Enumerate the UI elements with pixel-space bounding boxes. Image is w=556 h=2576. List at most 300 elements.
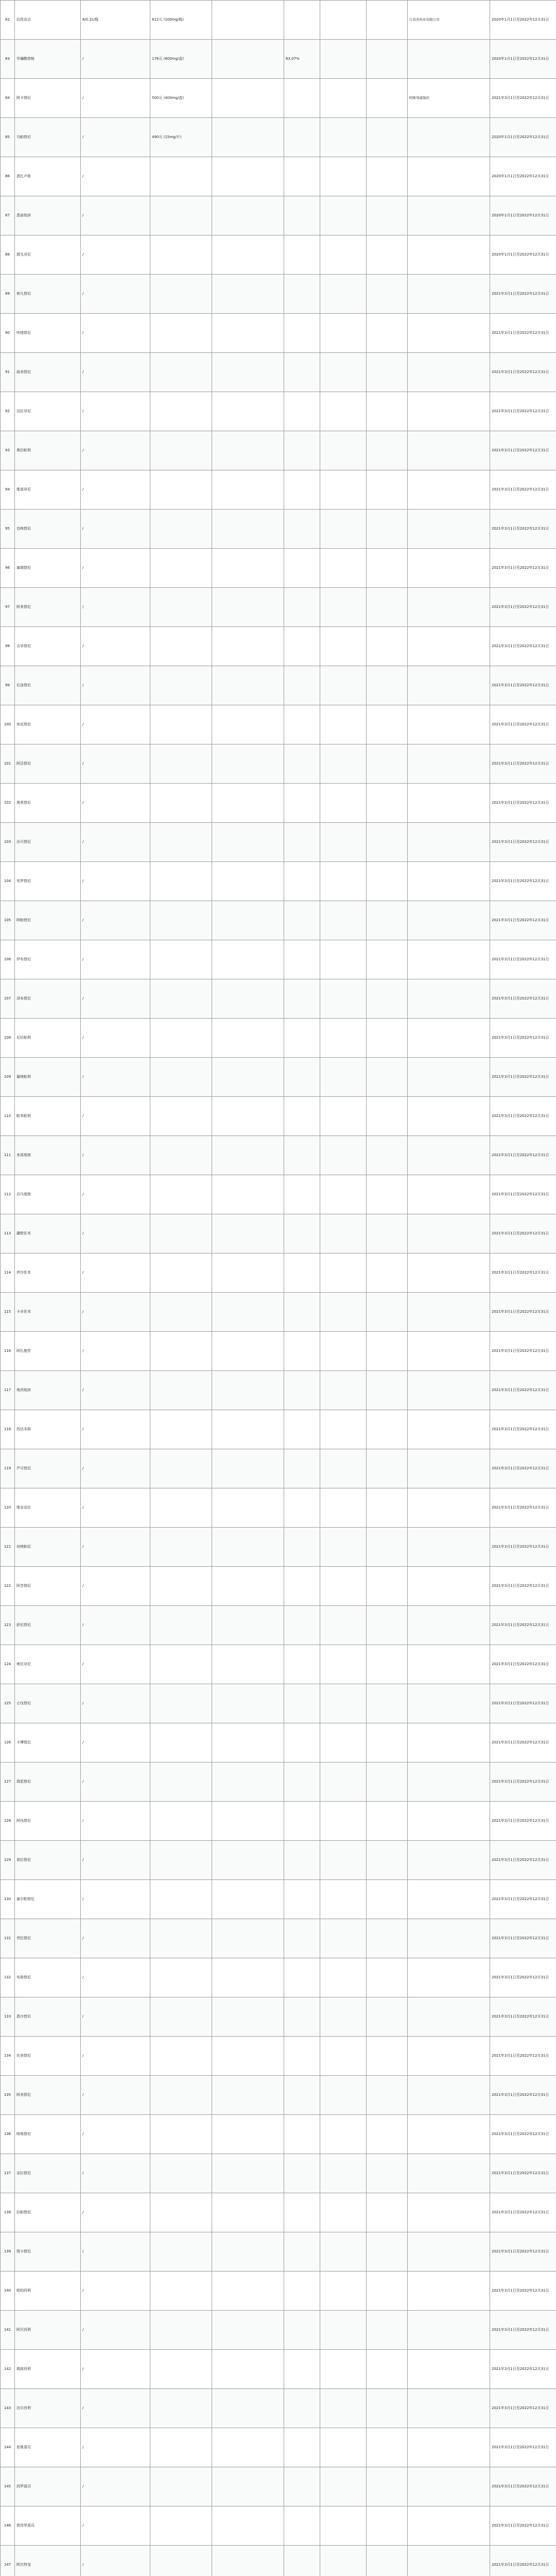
- table-cell: 阿法替尼: [15, 744, 81, 784]
- table-cell: 2021年3月1日至2022年12月31日: [490, 1332, 556, 1371]
- table-cell: 2021年3月1日至2022年12月31日: [490, 2506, 556, 2546]
- table-cell: 2021年3月1日至2022年12月31日: [490, 588, 556, 627]
- table-cell: [150, 1410, 212, 1449]
- table-cell: 阿伐替尼: [15, 1802, 81, 1841]
- table-cell: [150, 1997, 212, 2037]
- table-cell: [150, 2115, 212, 2154]
- table-cell: 尼拉帕利: [15, 1019, 81, 1058]
- table-cell: 90: [1, 314, 15, 353]
- table-cell: [212, 1645, 284, 1684]
- table-cell: /: [81, 2311, 150, 2350]
- table-cell: 103: [1, 823, 15, 862]
- table-row: [1, 353, 556, 392]
- table-cell: 128: [1, 1802, 15, 1841]
- table-cell: 索凡替尼: [15, 275, 81, 314]
- table-cell: [320, 1997, 367, 2037]
- table-cell: 2021年3月1日至2022年12月31日: [490, 1762, 556, 1802]
- table-cell: 82: [1, 1, 15, 40]
- table-cell: 136: [1, 2115, 15, 2154]
- table-cell: 115: [1, 1293, 15, 1332]
- table-cell: [150, 2350, 212, 2389]
- table-cell: [320, 2506, 367, 2546]
- table-cell: [367, 235, 408, 275]
- table-cell: [367, 1410, 408, 1449]
- table-cell: 2021年3月1日至2022年12月31日: [490, 1175, 556, 1214]
- table-cell: /: [81, 901, 150, 940]
- table-row: [1, 1293, 556, 1332]
- table-cell: [212, 40, 284, 79]
- table-cell: [284, 1606, 320, 1645]
- table-cell: 培唑帕尼: [15, 1528, 81, 1567]
- table-cell: /: [81, 1332, 150, 1371]
- table-cell: [320, 1488, 367, 1528]
- table-row: [1, 431, 556, 470]
- table-cell: 2020年1月1日至2022年12月31日: [490, 157, 556, 196]
- table-cell: /: [81, 1723, 150, 1762]
- table-cell: 125: [1, 1684, 15, 1723]
- table-cell: [212, 1723, 284, 1762]
- table-cell: 2021年3月1日至2022年12月31日: [490, 1958, 556, 1997]
- table-cell: /: [81, 2232, 150, 2272]
- table-cell: 泊马度胺: [15, 1175, 81, 1214]
- table-cell: [320, 2154, 367, 2193]
- table-cell: [284, 1332, 320, 1371]
- table-cell: [284, 2428, 320, 2467]
- table-cell: [408, 1528, 490, 1567]
- table-row: [1, 1723, 556, 1762]
- table-cell: [320, 1919, 367, 1958]
- table-cell: 2021年3月1日至2022年12月31日: [490, 862, 556, 901]
- table-cell: [408, 1175, 490, 1214]
- table-row: [1, 1919, 556, 1958]
- table-cell: /: [81, 1762, 150, 1802]
- table-cell: 146: [1, 2506, 15, 2546]
- table-cell: 2021年3月1日至2022年12月31日: [490, 1723, 556, 1762]
- table-cell: [320, 1645, 367, 1684]
- table-cell: 2021年3月1日至2022年12月31日: [490, 1253, 556, 1293]
- table-cell: 2021年3月1日至2022年12月31日: [490, 901, 556, 940]
- table-cell: [408, 353, 490, 392]
- table-cell: [150, 784, 212, 823]
- table-cell: 舒尼替尼: [15, 1606, 81, 1645]
- table-cell: [284, 1214, 320, 1253]
- table-cell: 124: [1, 1645, 15, 1684]
- table-cell: [367, 744, 408, 784]
- table-cell: [320, 1723, 367, 1762]
- table-row: [1, 744, 556, 784]
- table-cell: [320, 1293, 367, 1332]
- table-cell: 2021年3月1日至2022年12月31日: [490, 627, 556, 666]
- table-cell: [284, 1019, 320, 1058]
- table-cell: 117: [1, 1371, 15, 1410]
- table-cell: [212, 627, 284, 666]
- table-cell: [320, 784, 367, 823]
- table-cell: 2021年3月1日至2022年12月31日: [490, 1410, 556, 1449]
- table-cell: [212, 1214, 284, 1253]
- table-cell: [320, 862, 367, 901]
- table-cell: [212, 235, 284, 275]
- table-cell: /: [81, 353, 150, 392]
- table-cell: [367, 1332, 408, 1371]
- table-cell: 2021年3月1日至2022年12月31日: [490, 1567, 556, 1606]
- table-cell: [212, 940, 284, 979]
- table-cell: 2021年3月1日至2022年12月31日: [490, 1528, 556, 1567]
- table-cell: /: [81, 157, 150, 196]
- table-cell: 2021年3月1日至2022年12月31日: [490, 2350, 556, 2389]
- table-row: [1, 1410, 556, 1449]
- table-cell: 2021年3月1日至2022年12月31日: [490, 1488, 556, 1528]
- table-cell: 2021年3月1日至2022年12月31日: [490, 314, 556, 353]
- table-cell: [284, 1449, 320, 1488]
- table-cell: 伏美替尼: [15, 2037, 81, 2076]
- table-cell: [284, 666, 320, 705]
- table-cell: [320, 2076, 367, 2115]
- table-cell: [284, 1880, 320, 1919]
- table-cell: [408, 40, 490, 79]
- table-cell: 2021年3月1日至2022年12月31日: [490, 2467, 556, 2506]
- table-cell: 帕米帕利: [15, 1097, 81, 1136]
- table-cell: [408, 2467, 490, 2506]
- table-cell: [150, 549, 212, 588]
- table-cell: /: [81, 588, 150, 627]
- table-cell: [212, 510, 284, 549]
- table-cell: 92: [1, 392, 15, 431]
- table-cell: /: [81, 1253, 150, 1293]
- table-cell: [212, 823, 284, 862]
- table-cell: /: [81, 40, 150, 79]
- table-cell: 图卡替尼: [15, 2232, 81, 2272]
- table-row: [1, 2232, 556, 2272]
- table-cell: /: [81, 275, 150, 314]
- table-cell: [367, 1684, 408, 1723]
- table-cell: [212, 1528, 284, 1567]
- table-cell: [408, 1723, 490, 1762]
- table-cell: [408, 2546, 490, 2576]
- table-cell: 地西他滨: [15, 1371, 81, 1410]
- table-cell: [284, 1645, 320, 1684]
- table-cell: [320, 901, 367, 940]
- table-cell: /: [81, 431, 150, 470]
- table-row: [1, 1, 556, 40]
- table-cell: 2021年3月1日至2022年12月31日: [490, 1997, 556, 2037]
- table-cell: [408, 1997, 490, 2037]
- table-cell: 2020年1月1日至2022年12月31日: [490, 196, 556, 235]
- table-cell: [367, 1058, 408, 1097]
- table-row: [1, 862, 556, 901]
- table-cell: [212, 2232, 284, 2272]
- table-cell: [212, 1136, 284, 1175]
- table-cell: [320, 1175, 367, 1214]
- table-cell: [212, 2428, 284, 2467]
- table-cell: [150, 627, 212, 666]
- table-cell: [284, 2546, 320, 2576]
- table-cell: [320, 1762, 367, 1802]
- table-cell: [212, 1762, 284, 1802]
- table-cell: 112: [1, 1175, 15, 1214]
- table-cell: 达可替尼: [15, 823, 81, 862]
- table-cell: /: [81, 1488, 150, 1528]
- table-cell: [284, 588, 320, 627]
- table-row: [1, 275, 556, 314]
- table-cell: [212, 1175, 284, 1214]
- table-cell: [212, 392, 284, 431]
- table-cell: [284, 1919, 320, 1958]
- table-cell: [320, 2389, 367, 2428]
- table-cell: [150, 470, 212, 510]
- table-cell: [284, 118, 320, 157]
- table-cell: [367, 2311, 408, 2350]
- table-cell: [150, 1802, 212, 1841]
- table-cell: [150, 588, 212, 627]
- table-cell: [408, 2311, 490, 2350]
- table-cell: [408, 118, 490, 157]
- table-cell: [408, 1097, 490, 1136]
- table-cell: 63.07%: [284, 40, 320, 79]
- table-cell: [150, 1253, 212, 1293]
- table-cell: [284, 744, 320, 784]
- table-cell: 145: [1, 2467, 15, 2506]
- table-cell: [408, 862, 490, 901]
- table-cell: [212, 1332, 284, 1371]
- table-cell: [212, 1802, 284, 1841]
- table-cell: 131: [1, 1919, 15, 1958]
- table-cell: [320, 1, 367, 40]
- table-cell: [367, 2154, 408, 2193]
- table-cell: [367, 2546, 408, 2576]
- table-cell: 500元 (400mg/盒): [150, 79, 212, 118]
- table-cell: [408, 1802, 490, 1841]
- table-cell: [367, 118, 408, 157]
- table-cell: [150, 1958, 212, 1997]
- table-cell: 奈拉替尼: [15, 2154, 81, 2193]
- table-cell: [284, 79, 320, 118]
- table-cell: 140: [1, 2272, 15, 2311]
- table-cell: [320, 2272, 367, 2311]
- table-cell: [150, 2311, 212, 2350]
- table-cell: [150, 862, 212, 901]
- table-cell: /: [81, 1841, 150, 1880]
- table-row: [1, 2272, 556, 2311]
- table-cell: 替西罗莫司: [15, 2506, 81, 2546]
- table-cell: /: [81, 1058, 150, 1097]
- table-cell: 2021年3月1日至2022年12月31日: [490, 275, 556, 314]
- table-cell: /: [81, 235, 150, 275]
- table-cell: [212, 1958, 284, 1997]
- table-cell: [408, 1019, 490, 1058]
- table-cell: [284, 1136, 320, 1175]
- table-row: [1, 1841, 556, 1880]
- table-cell: [367, 2037, 408, 2076]
- table-cell: 氟唑帕利: [15, 1058, 81, 1097]
- table-row: [1, 392, 556, 431]
- table-cell: 116: [1, 1332, 15, 1371]
- table-cell: [284, 2037, 320, 2076]
- table-cell: /: [81, 79, 150, 118]
- table-cell: 104: [1, 862, 15, 901]
- table-cell: 135: [1, 2076, 15, 2115]
- table-cell: 105: [1, 901, 15, 940]
- table-cell: [150, 1293, 212, 1332]
- table-cell: [284, 1253, 320, 1293]
- table-cell: [320, 2546, 367, 2576]
- table-cell: [367, 1997, 408, 2037]
- table-cell: [284, 1293, 320, 1332]
- table-cell: [212, 2037, 284, 2076]
- table-row: [1, 1958, 556, 1997]
- table-cell: 2021年3月1日至2022年12月31日: [490, 940, 556, 979]
- table-cell: 2021年3月1日至2022年12月31日: [490, 2311, 556, 2350]
- table-cell: [284, 1, 320, 40]
- table-cell: [320, 2037, 367, 2076]
- table-cell: [284, 1410, 320, 1449]
- table-cell: [284, 940, 320, 979]
- table-cell: 114: [1, 1253, 15, 1293]
- table-cell: 索拉非尼: [15, 1645, 81, 1684]
- table-cell: [150, 1488, 212, 1528]
- table-cell: [284, 1958, 320, 1997]
- table-row: [1, 1606, 556, 1645]
- table-cell: [408, 157, 490, 196]
- table-row: [1, 2467, 556, 2506]
- table-row: [1, 1097, 556, 1136]
- table-cell: [408, 744, 490, 784]
- table-cell: [408, 1253, 490, 1293]
- table-cell: 2021年3月1日至2022年12月31日: [490, 2154, 556, 2193]
- table-cell: [408, 1567, 490, 1606]
- table-cell: [212, 118, 284, 157]
- table-cell: [150, 196, 212, 235]
- table-cell: 芦可替尼: [15, 1449, 81, 1488]
- table-body: [1, 1, 556, 2576]
- table-cell: [150, 1332, 212, 1371]
- table-cell: 89: [1, 275, 15, 314]
- table-cell: [212, 666, 284, 705]
- table-cell: [320, 1841, 367, 1880]
- table-row: [1, 1528, 556, 1567]
- table-cell: [150, 2272, 212, 2311]
- table-cell: [367, 1097, 408, 1136]
- table-cell: /: [81, 1175, 150, 1214]
- table-row: [1, 2115, 556, 2154]
- table-cell: [212, 470, 284, 510]
- table-cell: 奥拉帕利: [15, 431, 81, 470]
- table-cell: [212, 1488, 284, 1528]
- table-cell: [150, 2467, 212, 2506]
- table-cell: [284, 1762, 320, 1802]
- table-cell: /: [81, 1019, 150, 1058]
- table-cell: 2020年1月1日至2022年12月31日: [490, 1, 556, 40]
- table-row: [1, 1762, 556, 1802]
- table-cell: [150, 1097, 212, 1136]
- table-cell: [408, 1841, 490, 1880]
- table-cell: [408, 196, 490, 235]
- table-cell: [408, 1449, 490, 1488]
- table-cell: [367, 823, 408, 862]
- table-cell: [212, 1410, 284, 1449]
- table-cell: [320, 470, 367, 510]
- table-cell: [367, 431, 408, 470]
- table-cell: /: [81, 2350, 150, 2389]
- table-cell: 2021年3月1日至2022年12月31日: [490, 1606, 556, 1645]
- table-cell: [150, 2154, 212, 2193]
- table-cell: 2020年1月1日至2022年12月31日: [490, 235, 556, 275]
- table-cell: [212, 196, 284, 235]
- table-cell: [320, 314, 367, 353]
- table-cell: 2021年3月1日至2022年12月31日: [490, 2076, 556, 2115]
- table-cell: 瑞戈非尼: [15, 235, 81, 275]
- table-cell: [408, 1762, 490, 1802]
- table-cell: [367, 1449, 408, 1488]
- table-cell: [150, 431, 212, 470]
- table-cell: 2021年3月1日至2022年12月31日: [490, 2232, 556, 2272]
- table-cell: 拉帕替尼: [15, 2193, 81, 2232]
- table-row: [1, 157, 556, 196]
- table-cell: [284, 1802, 320, 1841]
- table-cell: [284, 353, 320, 392]
- table-cell: /: [81, 2389, 150, 2428]
- table-cell: 阿贝西利: [15, 2311, 81, 2350]
- table-cell: [284, 1488, 320, 1528]
- table-cell: [320, 235, 367, 275]
- table-cell: [408, 2389, 490, 2428]
- table-cell: [320, 1214, 367, 1253]
- table-cell: [320, 431, 367, 470]
- table-cell: [150, 666, 212, 705]
- table-cell: 97: [1, 588, 15, 627]
- table-cell: 泽布替尼: [15, 979, 81, 1019]
- table-cell: [150, 1019, 212, 1058]
- table-cell: [284, 1371, 320, 1410]
- table-cell: [408, 666, 490, 705]
- table-cell: [320, 1606, 367, 1645]
- table-cell: [212, 1606, 284, 1645]
- table-cell: [367, 666, 408, 705]
- table-cell: [367, 1136, 408, 1175]
- table-cell: 111: [1, 1136, 15, 1175]
- table-cell: 2021年3月1日至2022年12月31日: [490, 2272, 556, 2311]
- table-cell: [408, 2154, 490, 2193]
- table-cell: [284, 823, 320, 862]
- table-cell: [320, 1253, 367, 1293]
- table-cell: /: [81, 549, 150, 588]
- table-cell: [320, 2193, 367, 2232]
- table-cell: [284, 2389, 320, 2428]
- table-cell: [150, 353, 212, 392]
- table-cell: [284, 862, 320, 901]
- table-cell: /: [81, 470, 150, 510]
- table-cell: [284, 2193, 320, 2232]
- table-cell: /: [81, 1293, 150, 1332]
- table-cell: 126: [1, 1723, 15, 1762]
- table-cell: [408, 275, 490, 314]
- table-cell: 恩扎卢胺: [15, 157, 81, 196]
- table-cell: [150, 314, 212, 353]
- table-cell: 94: [1, 470, 15, 510]
- table-cell: 87: [1, 196, 15, 235]
- table-row: [1, 979, 556, 1019]
- table-cell: [284, 196, 320, 235]
- table-cell: [150, 1371, 212, 1410]
- table-cell: [408, 1958, 490, 1997]
- table-cell: [284, 2115, 320, 2154]
- table-cell: /: [81, 1371, 150, 1410]
- table-cell: [367, 2193, 408, 2232]
- table-cell: [320, 2115, 367, 2154]
- table-cell: 阿美替尼: [15, 2076, 81, 2115]
- table-cell: 西罗莫司: [15, 2467, 81, 2506]
- table-cell: /: [81, 392, 150, 431]
- table-cell: 88: [1, 235, 15, 275]
